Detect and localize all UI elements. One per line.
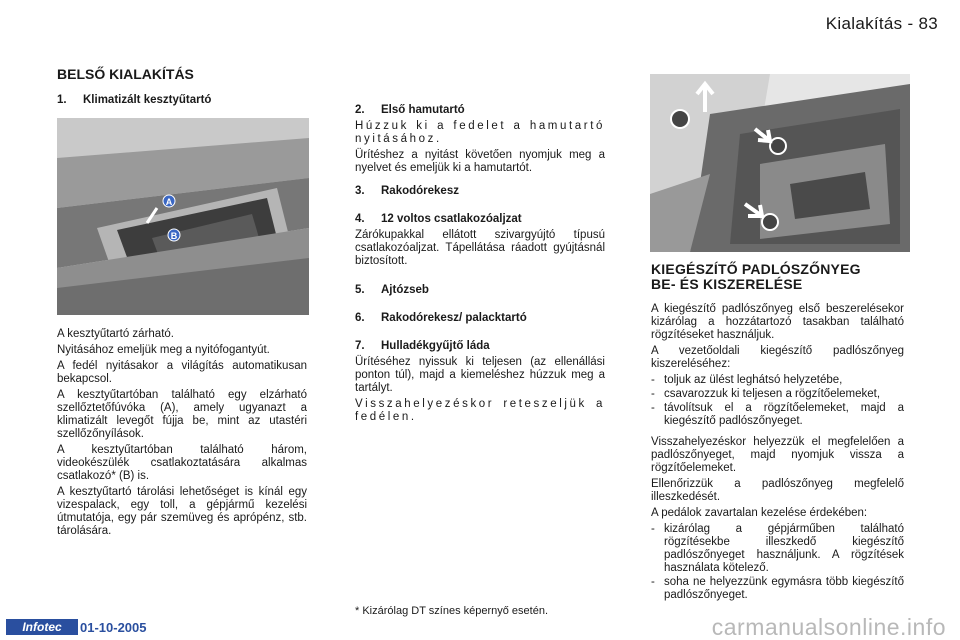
glovebox-para-1: A kesztyűtartó zárható. <box>57 328 174 340</box>
floor-mat-para-4: Ellenőrizzük a padlószőnyeg megfelelő illeszkedését. <box>651 478 904 503</box>
glovebox-illustration <box>57 118 309 315</box>
glovebox-photo <box>57 118 309 315</box>
item-7 <box>355 340 605 424</box>
section-title: BELSŐ KIALAKÍTÁS <box>57 66 194 82</box>
list-item: - toljuk az ülést leghátsó helyzetébe, <box>651 374 904 387</box>
floor-mat-photo <box>650 74 910 252</box>
glovebox-para-5: A kesztyűtartóban található három, videokészülék csatlakoztatására alkalmas csatlakozó* (B) is. <box>57 444 307 482</box>
item-2-text-2: Ürítéshez a nyitást követően nyomjuk meg a nyelvet és emeljük ki a hamutartót. <box>355 149 605 174</box>
item-1-title: Klimatizált kesztyűtartó <box>83 94 212 106</box>
item-2-text-1: Húzzuk ki a fedelet a hamutartó nyitásához. <box>355 120 605 145</box>
glovebox-para-4: A kesztyűtartóban található egy elzárható szellőztetőfúvóka (A), amely ugyanazt a klimatizált levegőt fújja be, mint az utastéri szellőzőnyílások. <box>57 389 307 440</box>
floor-mat-title <box>651 262 911 292</box>
floor-mat-para-3: Visszahelyezéskor helyezzük el megfelelően a padlószőnyeget, majd nyomjuk vissza a rögzítőelemeket. <box>651 436 904 474</box>
floor-mat-para-5: A pedálok zavartalan kezelése érdekében: <box>651 507 868 519</box>
footnote: * Kizárólag DT színes képernyő esetén. <box>355 605 549 617</box>
item-7-text-2: Visszahelyezéskor reteszeljük a fedélen. <box>355 398 605 423</box>
glovebox-para-3: A fedél nyitásakor a világítás automatikusan bekapcsol. <box>57 360 307 385</box>
list-item: - távolítsuk el a rögzítőelemeket, majd a kiegészítő padlószőnyeget. <box>651 402 904 428</box>
left-column <box>57 328 307 541</box>
watermark: carmanualsonline.info <box>711 614 946 640</box>
list-item: - soha ne helyezzünk egymásra több kiegészítő padlószőnyeget. <box>651 576 904 602</box>
right-column <box>651 303 904 610</box>
infotec-logo: Infotec <box>6 619 78 635</box>
item-6 <box>355 312 605 324</box>
item-5-heading: 5. Ajtózseb <box>355 284 429 296</box>
item-2 <box>355 104 605 175</box>
floor-mat-para-1: A kiegészítő padlószőnyeg első beszerelésekor kizárólag a hozzátartozó tasakban található rögzítéseket használjuk. <box>651 303 904 341</box>
list-item: - kizárólag a gépjárműben található rögzítésekbe illeszkedő kiegészítő padlószőnyeget használjunk. A rögzítések használata kötelező. <box>651 523 904 575</box>
middle-column <box>355 104 605 434</box>
item-3-heading: 3. Rakodórekesz <box>355 185 459 197</box>
floor-mat-title-line-2: BE- ÉS KISZERELÉSE <box>651 276 803 292</box>
item-1-number: 1. <box>57 94 67 106</box>
item-2-heading: 2. Első hamutartó <box>355 104 465 116</box>
floor-mat-illustration <box>650 74 910 252</box>
item-4 <box>355 213 605 268</box>
item-1-heading <box>57 94 211 106</box>
floor-mat-title-line-1: KIEGÉSZÍTŐ PADLÓSZŐNYEG <box>651 261 861 277</box>
item-5 <box>355 284 605 296</box>
item-4-text: Zárókupakkal ellátott szivargyújtó típusú csatlakozóaljzat. Tápellátása ráadott gyújtásnál biztosított. <box>355 229 605 267</box>
footer-date: 01-10-2005 <box>80 620 147 635</box>
item-6-heading: 6. Rakodórekesz/ palacktartó <box>355 312 527 324</box>
removal-steps-list <box>651 374 904 428</box>
pedal-safety-list <box>651 523 904 602</box>
item-4-heading: 4. 12 voltos csatlakozóaljzat <box>355 213 522 225</box>
item-3 <box>355 185 605 197</box>
glovebox-para-2: Nyitásához emeljük meg a nyitófogantyút. <box>57 344 270 356</box>
page-header: Kialakítás - 83 <box>825 14 938 33</box>
label-a: A <box>165 197 173 207</box>
list-item: - csavarozzuk ki teljesen a rögzítőelemeket, <box>651 388 904 401</box>
floor-mat-para-2: A vezetőoldali kiegészítő padlószőnyeg kiszereléséhez: <box>651 345 904 370</box>
item-7-text-1: Ürítéséhez nyissuk ki teljesen (az ellenállási ponton túl), majd a kiemeléshez húzzuk meg a tartályt. <box>355 356 605 394</box>
label-b: B <box>170 231 178 241</box>
glovebox-para-6: A kesztyűtartó tárolási lehetőséget is kínál egy vizespalack, egy toll, a gépjármű kezelési útmutatója, egy pár szemüveg és aprópénz, stb. tárolására. <box>57 486 307 537</box>
item-7-heading: 7. Hulladékgyűjtő láda <box>355 340 490 352</box>
